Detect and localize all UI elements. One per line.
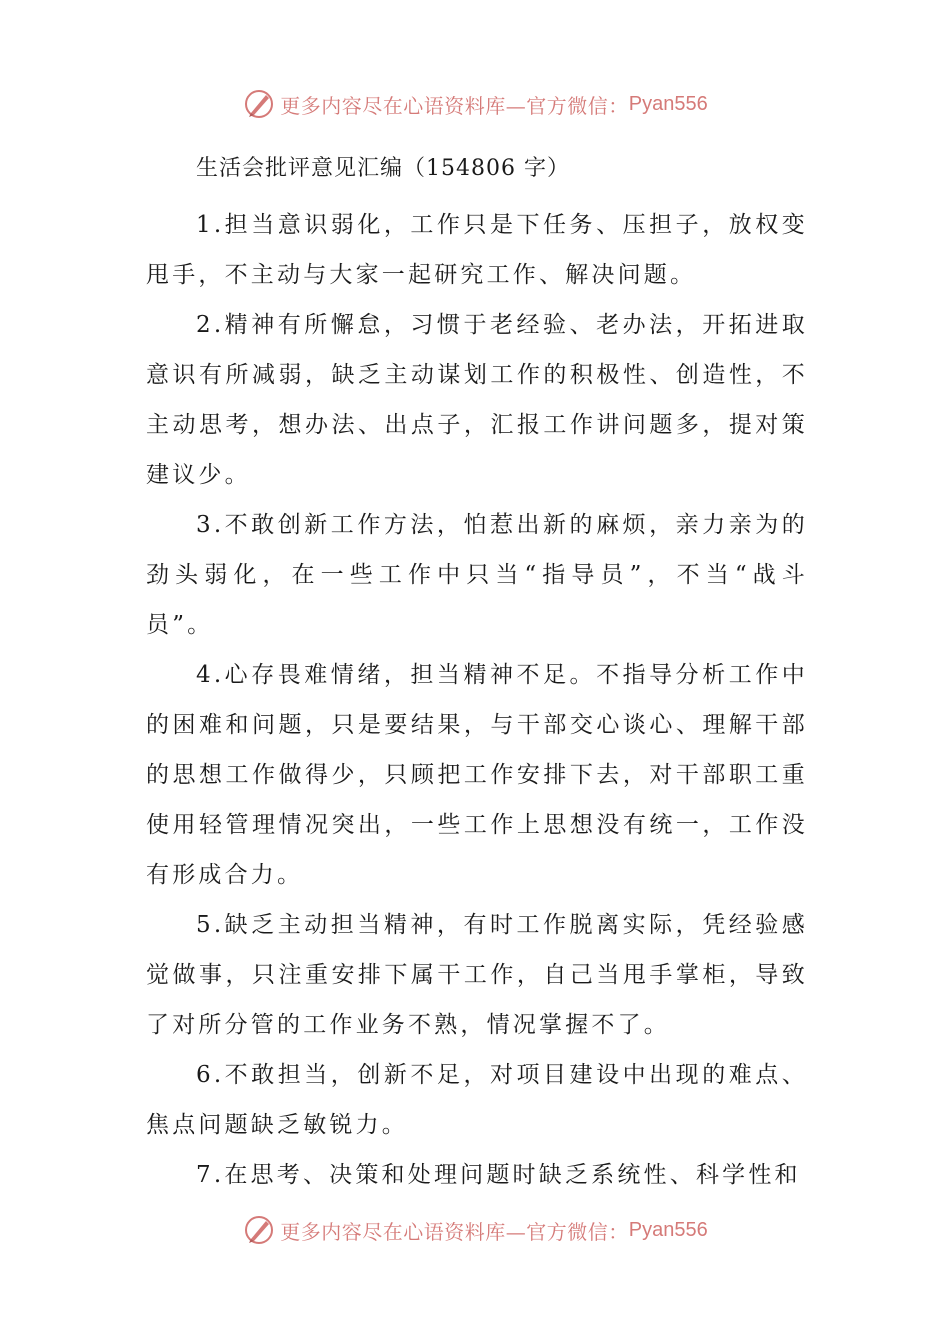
banner-wechat-handle: Pyan556 bbox=[628, 92, 708, 115]
paragraph-3: 3.不敢创新工作方法，怕惹出新的麻烦，亲力亲为的劲头弱化，在一些工作中只当“指导员”，不当“战斗员”。 bbox=[146, 512, 808, 638]
header-watermark-banner bbox=[0, 82, 950, 126]
quill-pen-logo-icon bbox=[242, 1213, 276, 1247]
banner-text: 更多内容尽在心语资料库—官方微信： bbox=[280, 93, 629, 118]
paragraph-5: 5.缺乏主动担当精神，有时工作脱离实际，凭经验感觉做事，只注重安排下属干工作，自己当甩手掌柜，导致了对所分管的工作业务不熟，情况掌握不了。 bbox=[146, 912, 808, 1038]
banner-wechat-handle: Pyan556 bbox=[628, 1218, 708, 1241]
document-title: 生活会批评意见汇编（154806 字） bbox=[196, 156, 570, 181]
footer-watermark-banner bbox=[0, 1208, 950, 1252]
document-body bbox=[146, 150, 808, 1200]
paragraph-2: 2.精神有所懈怠，习惯于老经验、老办法，开拓进取意识有所减弱，缺乏主动谋划工作的积极性、创造性，不主动思考，想办法、出点子，汇报工作讲问题多，提对策建议少。 bbox=[146, 312, 808, 488]
paragraph-4: 4.心存畏难情绪，担当精神不足。不指导分析工作中的困难和问题，只是要结果，与干部交心谈心、理解干部的思想工作做得少，只顾把工作安排下去，对干部职工重使用轻管理情况突出，一些工作上思想没有统一，工作没有形成合力。 bbox=[146, 662, 808, 888]
paragraph-1: 1.担当意识弱化，工作只是下任务、压担子，放权变甩手，不主动与大家一起研究工作、解决问题。 bbox=[146, 212, 808, 288]
paragraph-6: 6.不敢担当，创新不足，对项目建设中出现的难点、焦点问题缺乏敏锐力。 bbox=[146, 1062, 808, 1138]
paragraph-7: 7.在思考、决策和处理问题时缺乏系统性、科学性和 bbox=[196, 1162, 801, 1188]
quill-pen-logo-icon bbox=[242, 87, 276, 121]
banner-text: 更多内容尽在心语资料库—官方微信： bbox=[280, 1219, 629, 1244]
